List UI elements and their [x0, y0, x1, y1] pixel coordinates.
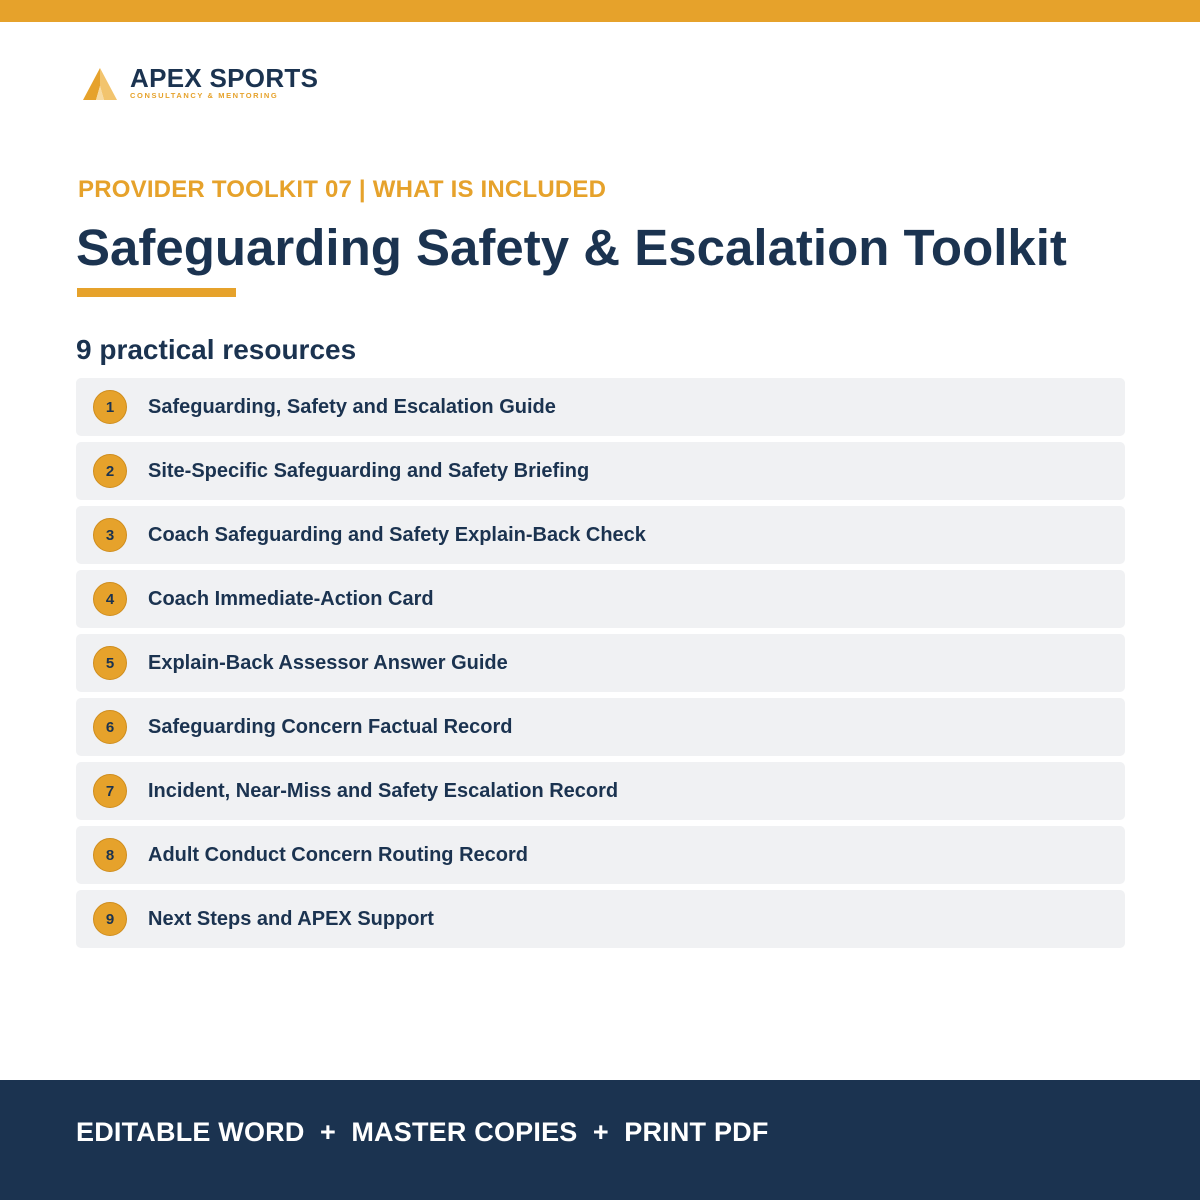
formats-line: EDITABLE WORD + MASTER COPIES + PRINT PDF: [76, 1117, 769, 1147]
resource-number-badge: 7: [93, 774, 127, 808]
resource-label: Explain-Back Assessor Answer Guide: [148, 651, 508, 674]
resource-number-badge: 9: [93, 902, 127, 936]
resource-label: Site-Specific Safeguarding and Safety Briefing: [148, 459, 590, 482]
resource-item: [76, 698, 1125, 756]
title-underline: [77, 288, 236, 297]
top-accent-bar: [0, 0, 1200, 22]
resource-label: Next Steps and APEX Support: [148, 907, 434, 930]
resource-item: [76, 570, 1125, 628]
resource-number-badge: 6: [93, 710, 127, 744]
page-title: Safeguarding Safety & Escalation Toolkit: [76, 219, 1067, 276]
footer-banner: [0, 1080, 1200, 1200]
resource-label: Adult Conduct Concern Routing Record: [148, 843, 528, 866]
resource-label: Incident, Near-Miss and Safety Escalation Record: [148, 779, 619, 802]
resource-item: [76, 890, 1125, 948]
resource-number-badge: 5: [93, 646, 127, 680]
resource-label: Safeguarding Concern Factual Record: [148, 715, 513, 738]
brand-name: APEX SPORTS: [130, 63, 319, 93]
resource-item: [76, 762, 1125, 820]
resource-item: [76, 442, 1125, 500]
brand-logo: [82, 64, 318, 104]
resource-number-badge: 4: [93, 582, 127, 616]
resource-item: [76, 634, 1125, 692]
resource-list: [76, 378, 1125, 954]
resource-label: Coach Safeguarding and Safety Explain-Back Check: [148, 523, 646, 546]
resource-number-badge: 8: [93, 838, 127, 872]
apex-triangle-icon: [82, 66, 118, 102]
resource-item: [76, 506, 1125, 564]
brand-tagline: CONSULTANCY & MENTORING: [130, 91, 279, 100]
resource-label: Coach Immediate-Action Card: [148, 587, 434, 610]
resource-label: Safeguarding, Safety and Escalation Guide: [148, 395, 556, 418]
resource-item: [76, 826, 1125, 884]
toolkit-eyebrow: PROVIDER TOOLKIT 07 | WHAT IS INCLUDED: [78, 176, 607, 203]
resource-item: [76, 378, 1125, 436]
resources-heading: 9 practical resources: [76, 334, 357, 365]
resource-number-badge: 3: [93, 518, 127, 552]
resource-number-badge: 1: [93, 390, 127, 424]
resource-number-badge: 2: [93, 454, 127, 488]
